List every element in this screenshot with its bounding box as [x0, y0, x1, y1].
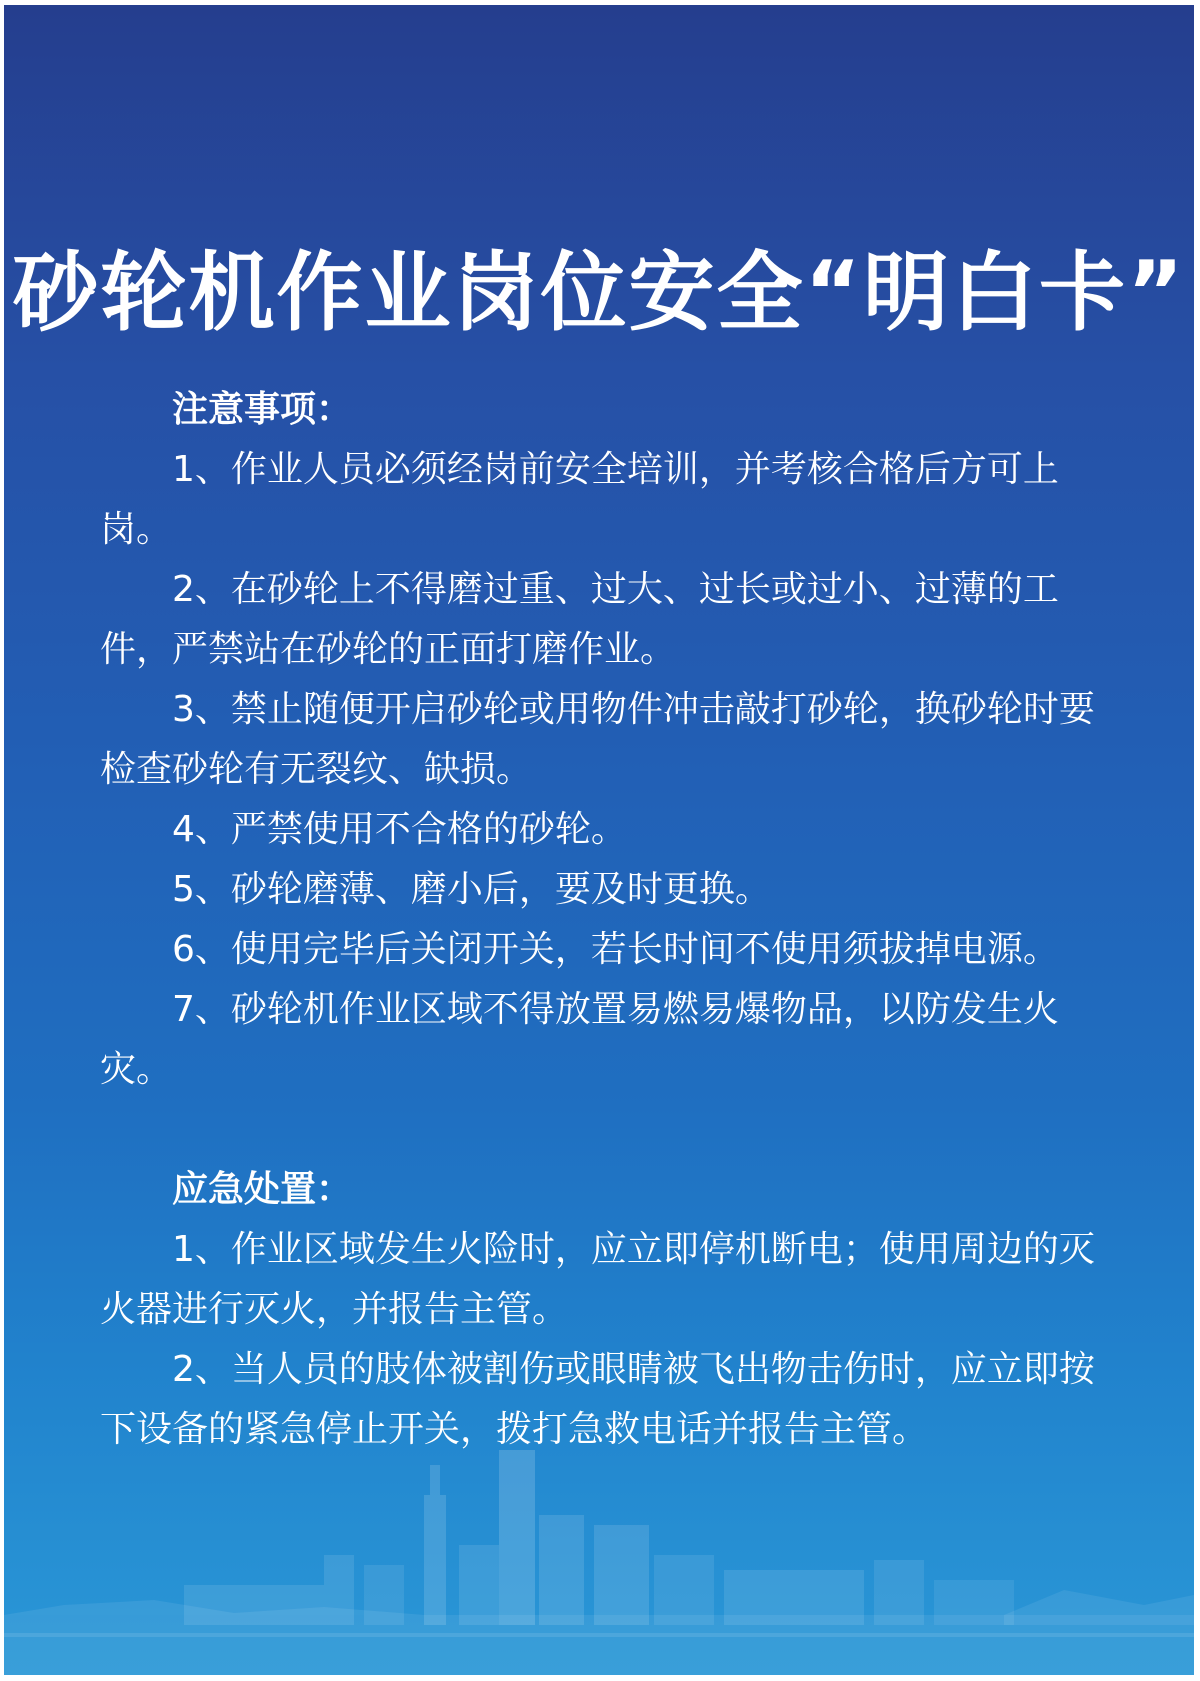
emergency-heading: 应急处置： — [172, 1169, 353, 1210]
notes-item-7: 7、砂轮机作业区域不得放置易燃易爆物品，以防发生火灾。 — [100, 989, 1059, 1090]
notes-heading: 注意事项： — [172, 389, 353, 430]
notes-item-5: 5、砂轮磨薄、磨小后，要及时更换。 — [172, 869, 771, 910]
content-body — [100, 380, 1110, 1460]
emergency-item-1: 1、作业区域发生火险时，应立即停机断电；使用周边的灭火器进行灭火，并报告主管。 — [100, 1229, 1095, 1330]
section-spacer — [100, 1100, 1110, 1160]
emergency-item-2: 2、当人员的肢体被割伤或眼睛被飞出物击伤时，应立即按下设备的紧急停止开关，拨打急救电话并报告主管。 — [100, 1349, 1095, 1450]
notes-item-2: 2、在砂轮上不得磨过重、过大、过长或过小、过薄的工件，严禁站在砂轮的正面打磨作业。 — [100, 569, 1059, 670]
safety-card-poster — [4, 5, 1194, 1675]
notes-item-1: 1、作业人员必须经岗前安全培训，并考核合格后方可上岗。 — [100, 449, 1059, 550]
page-title: 砂轮机作业岗位安全“明白卡” — [12, 243, 1186, 343]
notes-item-3: 3、禁止随便开启砂轮或用物件冲击敲打砂轮，换砂轮时要检查砂轮有无裂纹、缺损。 — [100, 689, 1095, 790]
notes-item-4: 4、严禁使用不合格的砂轮。 — [172, 809, 627, 850]
notes-item-6: 6、使用完毕后关闭开关，若长时间不使用须拔掉电源。 — [172, 929, 1059, 970]
